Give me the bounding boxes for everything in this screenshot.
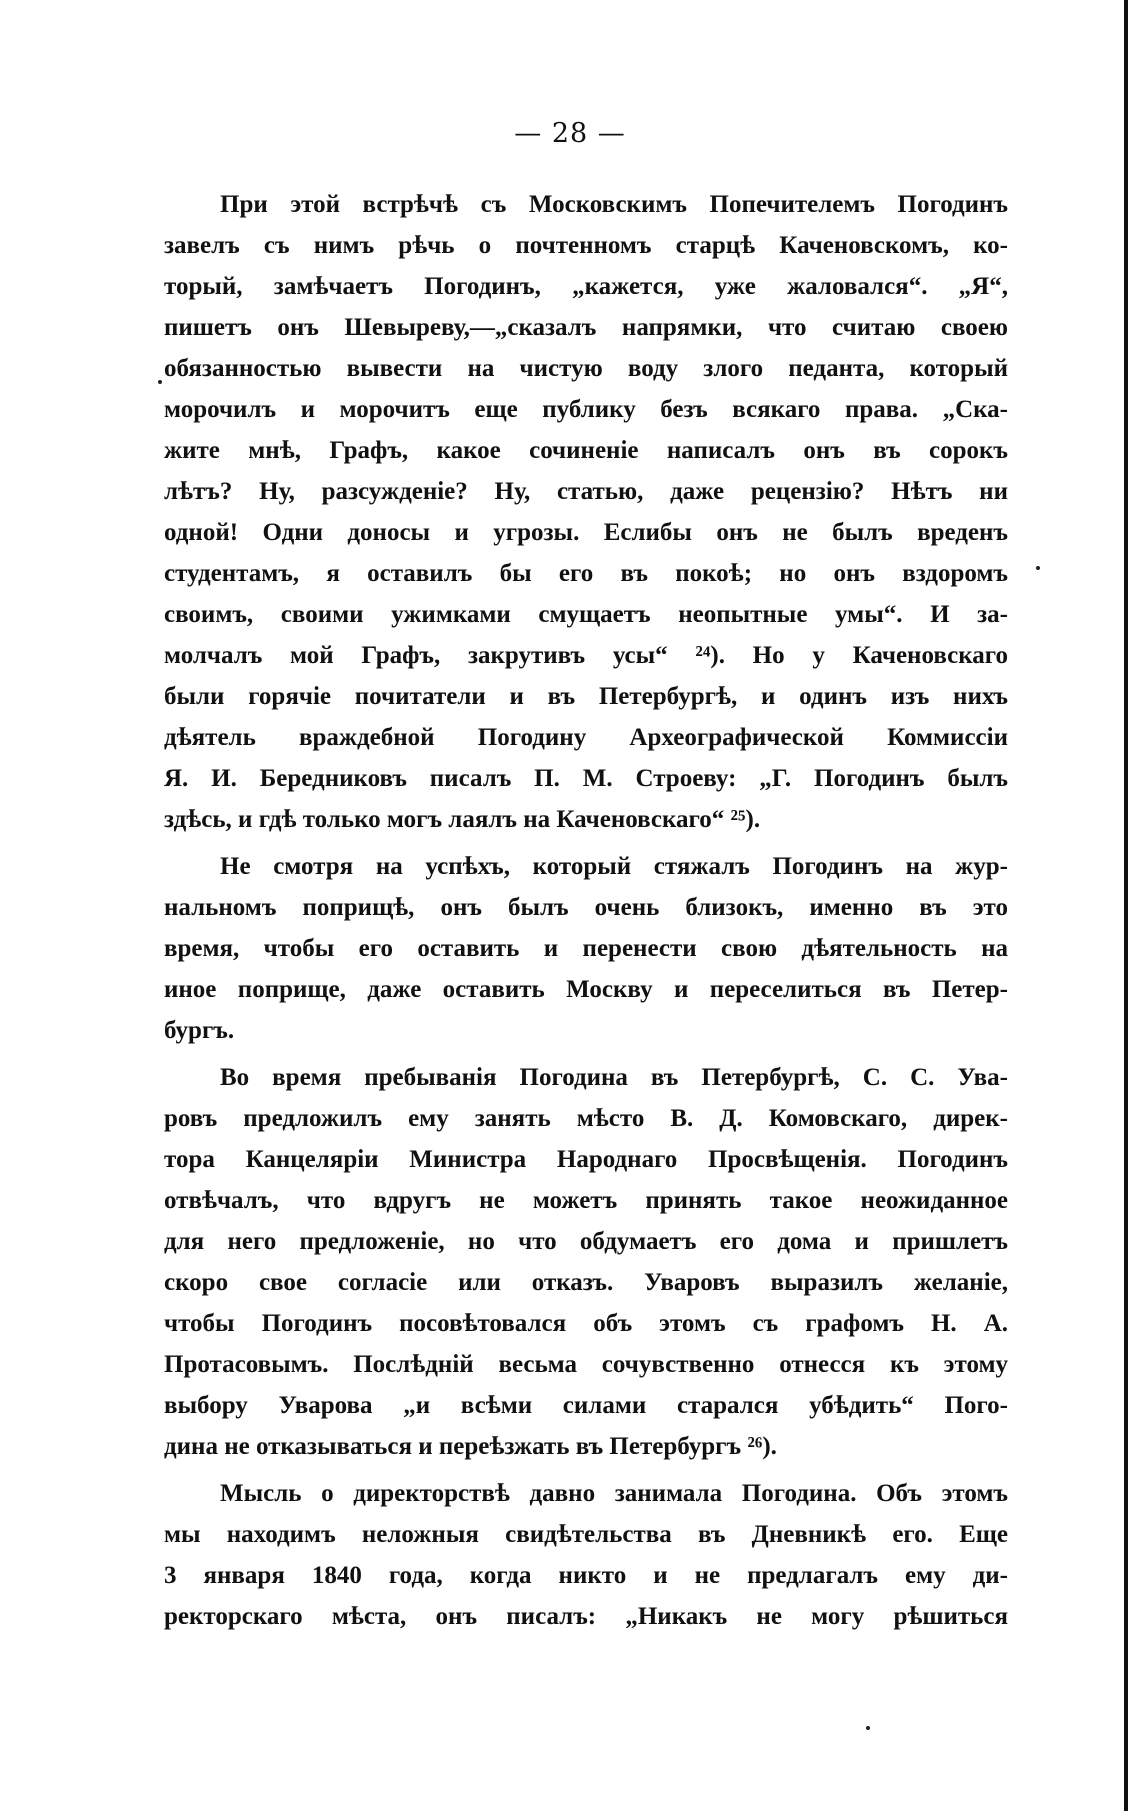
- text-line: скоро свое согласіе или отказъ. Уваровъ выразилъ желаніе,: [164, 1269, 1008, 1296]
- scan-speck: [866, 1726, 870, 1730]
- text-line: студентамъ, я оставилъ бы его въ покоѣ; но онъ вздоромъ: [164, 560, 1008, 587]
- text-line: морочилъ и морочитъ еще публику безъ всякаго права. „Ска-: [164, 396, 1008, 423]
- text-line: обязанностью вывести на чистую воду злого педанта, который: [164, 355, 1008, 382]
- text-line: жите мнѣ, Графъ, какое сочиненіе написалъ онъ въ сорокъ: [164, 437, 1008, 464]
- paragraph-2: [164, 846, 1008, 1051]
- text-line: Не смотря на успѣхъ, который стяжалъ Погодинъ на жур-: [220, 853, 1008, 880]
- text-line: мы находимъ неложныя свидѣтельства въ Дневникѣ его. Еще: [164, 1521, 1008, 1548]
- text-line: были горячіе почитатели и въ Петербургѣ, и одинъ изъ нихъ: [164, 683, 1008, 710]
- page-edge-border: [1124, 0, 1128, 1811]
- text-line: ректорскаго мѣста, онъ писалъ: „Никакъ не могу рѣшиться: [164, 1603, 1008, 1630]
- text-line: ровъ предложилъ ему занять мѣсто В. Д. Комовскаго, дирек-: [164, 1105, 1008, 1132]
- text-line: тора Канцеляріи Министра Народнаго Просвѣщенія. Погодинъ: [164, 1146, 1008, 1173]
- text-line: иное поприще, даже оставить Москву и переселиться въ Петер-: [164, 976, 1008, 1003]
- text-line: 3 января 1840 года, когда никто и не предлагалъ ему ди-: [164, 1562, 1008, 1589]
- paragraph-1: [164, 184, 1008, 840]
- text-line: бургъ.: [164, 1017, 235, 1044]
- text-line: торый, замѣчаетъ Погодинъ, „кажется, уже жаловался“. „Я“,: [164, 273, 1008, 300]
- text-line: чтобы Погодинъ посовѣтовался объ этомъ съ графомъ Н. А.: [164, 1310, 1008, 1337]
- text-line: пишетъ онъ Шевыреву,—„сказалъ напрямки, что считаю своею: [164, 314, 1008, 341]
- text-line: выбору Уварова „и всѣми силами старался убѣдить“ Пого-: [164, 1392, 1008, 1419]
- scan-speck: [158, 380, 162, 384]
- text-line: Протасовымъ. Послѣдній весьма сочувственно отнесся къ этому: [164, 1351, 1008, 1378]
- text-line: завелъ съ нимъ рѣчь о почтенномъ старцѣ Каченовскомъ, ко-: [164, 232, 1008, 259]
- text-line: нальномъ поприщѣ, онъ былъ очень близокъ, именно въ это: [164, 894, 1008, 921]
- text-line: время, чтобы его оставить и перенести свою дѣятельность на: [164, 935, 1008, 962]
- text-line: своимъ, своими ужимками смущаетъ неопытные умы“. И за-: [164, 601, 1008, 628]
- text-line: При этой встрѣчѣ съ Московскимъ Попечителемъ Погодинъ: [220, 191, 1008, 218]
- text-line: Во время пребыванія Погодина въ Петербургѣ, С. С. Ува-: [220, 1064, 1008, 1091]
- text-line: отвѣчалъ, что вдругъ не можетъ принять такое неожиданное: [164, 1187, 1008, 1214]
- scan-speck: [1036, 566, 1040, 570]
- page-number: — 28 —: [514, 118, 626, 149]
- text-line: дѣятель враждебной Погодину Археографической Коммиссіи: [164, 724, 1008, 751]
- text-line: дина не отказываться и переѣзжать въ Петербургъ ²⁶).: [164, 1433, 777, 1460]
- text-line: Мысль о директорствѣ давно занимала Погодина. Объ этомъ: [220, 1480, 1008, 1507]
- paragraph-4: [164, 1473, 1008, 1637]
- text-line: Я. И. Бередниковъ писалъ П. М. Строеву: „Г. Погодинъ былъ: [164, 765, 1008, 792]
- body-text: [164, 184, 1008, 1637]
- text-line: здѣсь, и гдѣ только могъ лаялъ на Каченовскаго“ ²⁵).: [164, 806, 761, 833]
- text-line: для него предложеніе, но что обдумаетъ его дома и пришлетъ: [164, 1228, 1008, 1255]
- paragraph-3: [164, 1057, 1008, 1467]
- text-line: одной! Одни доносы и угрозы. Еслибы онъ не былъ вреденъ: [164, 519, 1008, 546]
- text-line: лѣтъ? Ну, разсужденіе? Ну, статью, даже рецензію? Нѣтъ ни: [164, 478, 1008, 505]
- text-line: молчалъ мой Графъ, закрутивъ усы“ ²⁴). Но у Каченовскаго: [164, 642, 1008, 669]
